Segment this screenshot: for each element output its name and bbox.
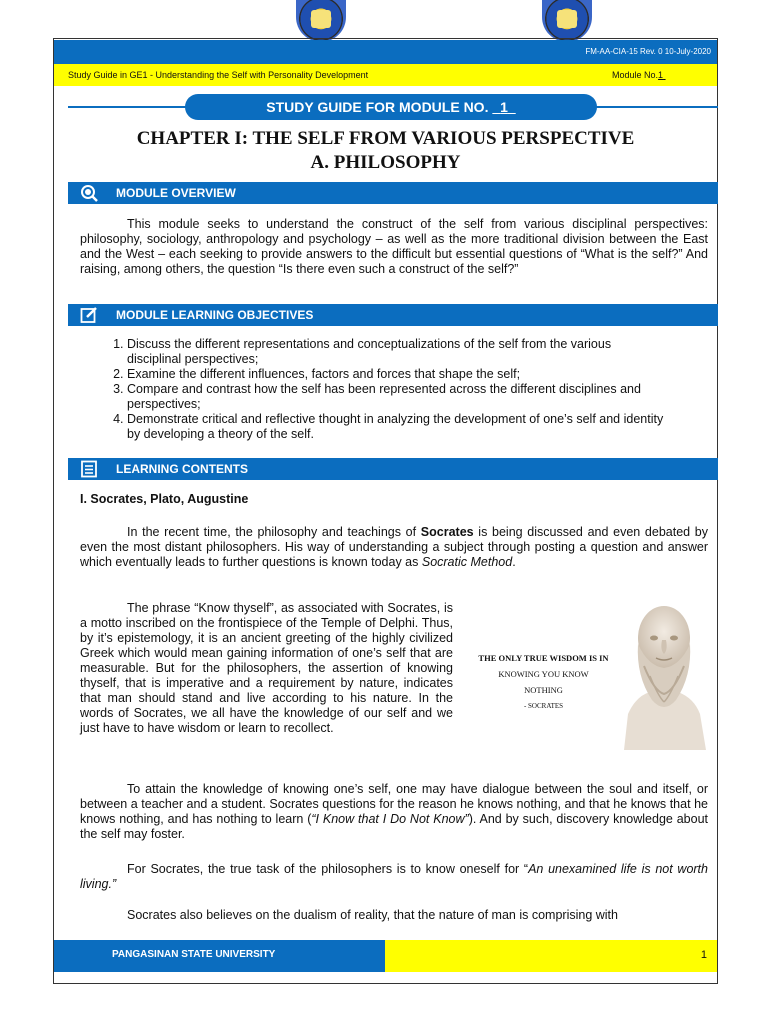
document-icon bbox=[80, 460, 98, 478]
form-code: FM-AA-CIA-15 Rev. 0 10-July-2020 bbox=[585, 47, 711, 56]
page-frame bbox=[53, 38, 718, 984]
objective-item: 1. Discuss the different representations and conceptualizations of the self from the various disciplinal perspectives; bbox=[127, 337, 667, 367]
university-seal-left bbox=[296, 0, 346, 42]
page-footer bbox=[54, 940, 717, 972]
paragraph-1: In the recent time, the philosophy and teachings of Socrates is being discussed and even debated by even the most distant philosophers. His way of understanding a subject through posting a question and answer which eventually leads to further questions is known today as Socratic Method. bbox=[80, 525, 708, 569]
magnifier-icon bbox=[80, 184, 98, 202]
objective-item: 2. Examine the different influences, factors and forces that shape the self; bbox=[127, 367, 667, 382]
paragraph-4: For Socrates, the true task of the philosophers is to know oneself for “An unexamined life is not worth living.” bbox=[80, 862, 708, 891]
title-line-left bbox=[68, 106, 186, 108]
section-learning-objectives bbox=[68, 304, 718, 326]
chapter-title: CHAPTER I: THE SELF FROM VARIOUS PERSPECTIVE bbox=[136, 128, 635, 149]
title-line-right bbox=[596, 106, 718, 108]
section-label: MODULE LEARNING OBJECTIVES bbox=[116, 308, 314, 322]
content-heading: I. Socrates, Plato, Augustine bbox=[80, 492, 249, 506]
paragraph-5: Socrates also believes on the dualism of reality, that the nature of man is comprising with bbox=[127, 908, 618, 922]
header-bar bbox=[54, 40, 717, 64]
page-number: 1 bbox=[700, 949, 707, 961]
footer-page-block bbox=[385, 940, 717, 972]
socrates-bust-illustration bbox=[614, 596, 714, 750]
paragraph-2: The phrase “Know thyself”, as associated with Socrates, is a motto inscribed on the frontispiece of the Temple of Delphi. Thus, by it’s epistemology, it is an ancient greeting of the highly civilized Greek which would mean gaining information of one’s self that are measurable. But for the philosophers, the assertion of knowing thyself, that is imperative and a requirement by nature, indicates that man should stand and live according to his nature. In the words of Socrates, we all have the knowledge of our self and we just have to have wisdom or learn to recollect. bbox=[80, 601, 453, 735]
study-guide-line: Study Guide in GE1 - Understanding the Self with Personality Development bbox=[68, 70, 369, 80]
module-number-label: Module No.1 bbox=[612, 70, 664, 80]
section-learning-contents bbox=[68, 458, 718, 480]
quote-text: THE ONLY TRUE WISDOM IS IN KNOWING YOU KNOW NOTHING - SOCRATES bbox=[478, 653, 609, 710]
objective-item: 4. Demonstrate critical and reflective thought in analyzing the development of one’s self and identity by developing a theory of the self. bbox=[127, 412, 667, 442]
section-module-overview bbox=[68, 182, 718, 204]
paragraph-3: To attain the knowledge of knowing one’s self, one may have dialogue between the soul and itself, or between a teacher and a student. Socrates questions for the reason he knows nothing, and that he knows that he knows nothing, and has nothing to learn (“I Know that I Do Not Know”). And by such, discovery knowledge about the self may foster. bbox=[80, 782, 708, 841]
objectives-list bbox=[100, 337, 667, 442]
section-label: MODULE OVERVIEW bbox=[116, 186, 236, 200]
study-guide-bar bbox=[54, 64, 717, 86]
objective-item: 3. Compare and contrast how the self has been represented across the different disciplines and perspectives; bbox=[127, 382, 667, 412]
section-label: LEARNING CONTENTS bbox=[116, 462, 248, 476]
university-seal-right bbox=[542, 0, 592, 42]
overview-text: This module seeks to understand the construct of the self from various disciplinal perspectives: philosophy, sociology, anthropology and psychology – as well as the more traditional division between the East and the West – each seeking to provide answers to the difficult but essential questions of “What is the self?” And raising, among others, the question “Is there even such a construct of the self?” bbox=[80, 217, 708, 276]
study-guide-title: STUDY GUIDE FOR MODULE NO. 1 bbox=[185, 94, 597, 120]
pencil-icon bbox=[80, 306, 98, 324]
footer-university-block bbox=[54, 940, 385, 972]
socrates-quote-image bbox=[466, 592, 714, 750]
university-name: PANGASINAN STATE UNIVERSITY bbox=[112, 949, 276, 960]
chapter-subtitle: A. PHILOSOPHY bbox=[310, 152, 461, 173]
